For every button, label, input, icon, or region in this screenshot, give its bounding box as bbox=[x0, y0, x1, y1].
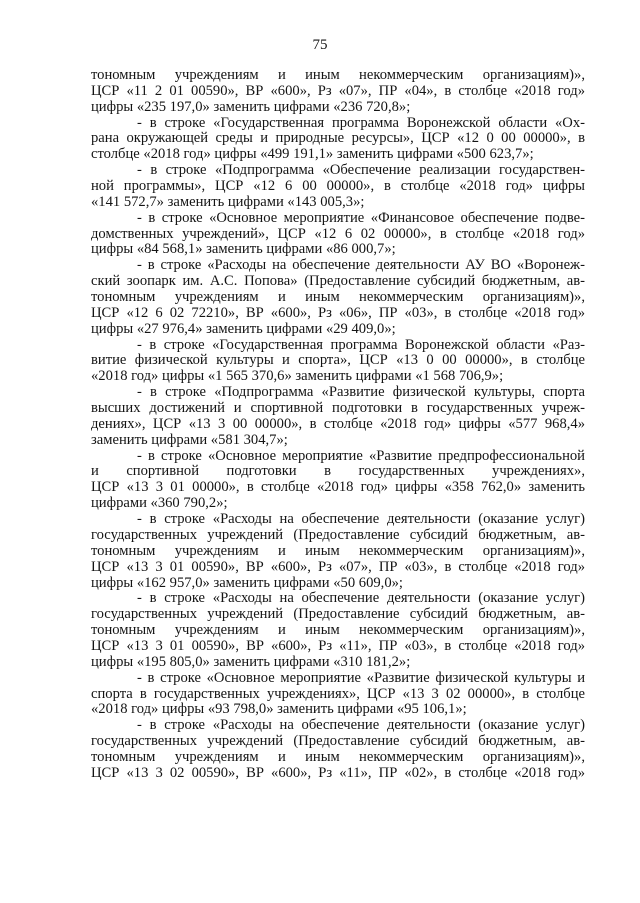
text-line: домственных учреждений», ЦСР «12 6 02 00000», в столбце «2018 год» bbox=[91, 225, 585, 242]
text-line: ЦСР «13 3 01 00000», в столбце «2018 год» цифры «358 762,0» заменить bbox=[91, 479, 585, 496]
text-line: и спортивной подготовки в государственных учреждениях», bbox=[91, 463, 585, 480]
text-line: ЦСР «13 3 01 00590», ВР «600», Рз «11», ПР «03», в столбце «2018 год» bbox=[91, 637, 585, 654]
text-line: тономным учреждениям и иным некоммерческим организациям)», bbox=[91, 67, 585, 83]
text-line: - в строке «Основное мероприятие «Развитие предпрофессиональной bbox=[137, 447, 585, 464]
text-line: - в строке «Государственная программа Воронежской области «Раз- bbox=[137, 336, 585, 353]
text-line: ский зоопарк им. А.С. Попова» (Предоставление субсидий бюджетным, ав- bbox=[91, 273, 585, 290]
text-line: цифры «195 805,0» заменить цифрами «310 181,2»; bbox=[91, 653, 411, 670]
text-line: государственных учреждений (Предоставление субсидий бюджетным, ав- bbox=[91, 606, 585, 623]
text-line: ЦСР «13 3 01 00590», ВР «600», Рз «07», ПР «03», в столбце «2018 год» bbox=[91, 558, 585, 575]
text-line: «2018 год» цифры «93 798,0» заменить цифрами «95 106,1»; bbox=[91, 701, 467, 718]
text-line: государственных учреждений (Предоставление субсидий бюджетным, ав- bbox=[91, 526, 585, 543]
text-line: - в строке «Подпрограмма «Развитие физической культуры, спорта bbox=[137, 384, 585, 401]
text-line: - в строке «Расходы на обеспечение деятельности (оказание услуг) bbox=[137, 717, 585, 734]
text-line: высших достижений и спортивной подготовки в государственных учреж- bbox=[91, 400, 585, 417]
text-line: тономным учреждениям и иным некоммерческим организациям)», bbox=[91, 748, 585, 765]
text-line: «141 572,7» заменить цифрами «143 005,3»; bbox=[91, 193, 365, 210]
text-line: - в строке «Подпрограмма «Обеспечение реализации государствен- bbox=[137, 162, 585, 179]
text-line: ной программы», ЦСР «12 6 00 00000», в столбце «2018 год» цифры bbox=[91, 178, 585, 195]
text-line: рана окружающей среды и природные ресурсы», ЦСР «12 0 00 00000», в bbox=[91, 130, 585, 147]
text-line: цифры «162 957,0» заменить цифрами «50 609,0»; bbox=[91, 574, 403, 591]
text-line: - в строке «Расходы на обеспечение деятельности (оказание услуг) bbox=[137, 511, 585, 528]
document-body bbox=[91, 68, 585, 782]
text-line: - в строке «Расходы на обеспечение деятельности (оказание услуг) bbox=[137, 590, 585, 607]
text-line: - в строке «Государственная программа Воронежской области «Ох- bbox=[137, 114, 585, 131]
text-line: ЦСР «11 2 01 00590», ВР «600», Рз «07», ПР «04», в столбце «2018 год» bbox=[91, 82, 585, 99]
text-line: дениях», ЦСР «13 3 00 00000», в столбце «2018 год» цифры «577 968,4» bbox=[91, 415, 585, 432]
text-line: ЦСР «12 6 02 72210», ВР «600», Рз «06», ПР «03», в столбце «2018 год» bbox=[91, 304, 585, 321]
text-line: тономным учреждениям и иным некоммерческим организациям)», bbox=[91, 622, 585, 639]
text-line: тономным учреждениям и иным некоммерческим организациям)», bbox=[91, 289, 585, 306]
text-line: витие физической культуры и спорта», ЦСР «13 0 00 00000», в столбце bbox=[91, 352, 585, 369]
text-line: - в строке «Основное мероприятие «Финансовое обеспечение подве- bbox=[137, 209, 585, 226]
text-line: цифры «84 568,1» заменить цифрами «86 000,7»; bbox=[91, 241, 396, 258]
text-line: ЦСР «13 3 02 00590», ВР «600», Рз «11», ПР «02», в столбце «2018 год» bbox=[91, 764, 585, 781]
text-line: цифры «27 976,4» заменить цифрами «29 409,0»; bbox=[91, 320, 396, 337]
text-line: - в строке «Основное мероприятие «Развитие физической культуры и bbox=[137, 669, 585, 686]
text-line: столбце «2018 год» цифры «499 191,1» заменить цифрами «500 623,7»; bbox=[91, 146, 534, 163]
text-line: спорта в государственных учреждениях», ЦСР «13 3 02 00000», в столбце bbox=[91, 685, 585, 702]
text-line: заменить цифрами «581 304,7»; bbox=[91, 431, 288, 448]
text-line: «2018 год» цифры «1 565 370,6» заменить цифрами «1 568 706,9»; bbox=[91, 368, 504, 385]
text-line: государственных учреждений (Предоставление субсидий бюджетным, ав- bbox=[91, 733, 585, 750]
text-line: - в строке «Расходы на обеспечение деятельности АУ ВО «Воронеж- bbox=[137, 257, 585, 274]
text-line: цифры «235 197,0» заменить цифрами «236 720,8»; bbox=[91, 98, 411, 115]
text-line: цифрами «360 790,2»; bbox=[91, 495, 228, 512]
text-line: тономным учреждениям и иным некоммерческим организациям)», bbox=[91, 542, 585, 559]
page-number: 75 bbox=[312, 37, 328, 53]
